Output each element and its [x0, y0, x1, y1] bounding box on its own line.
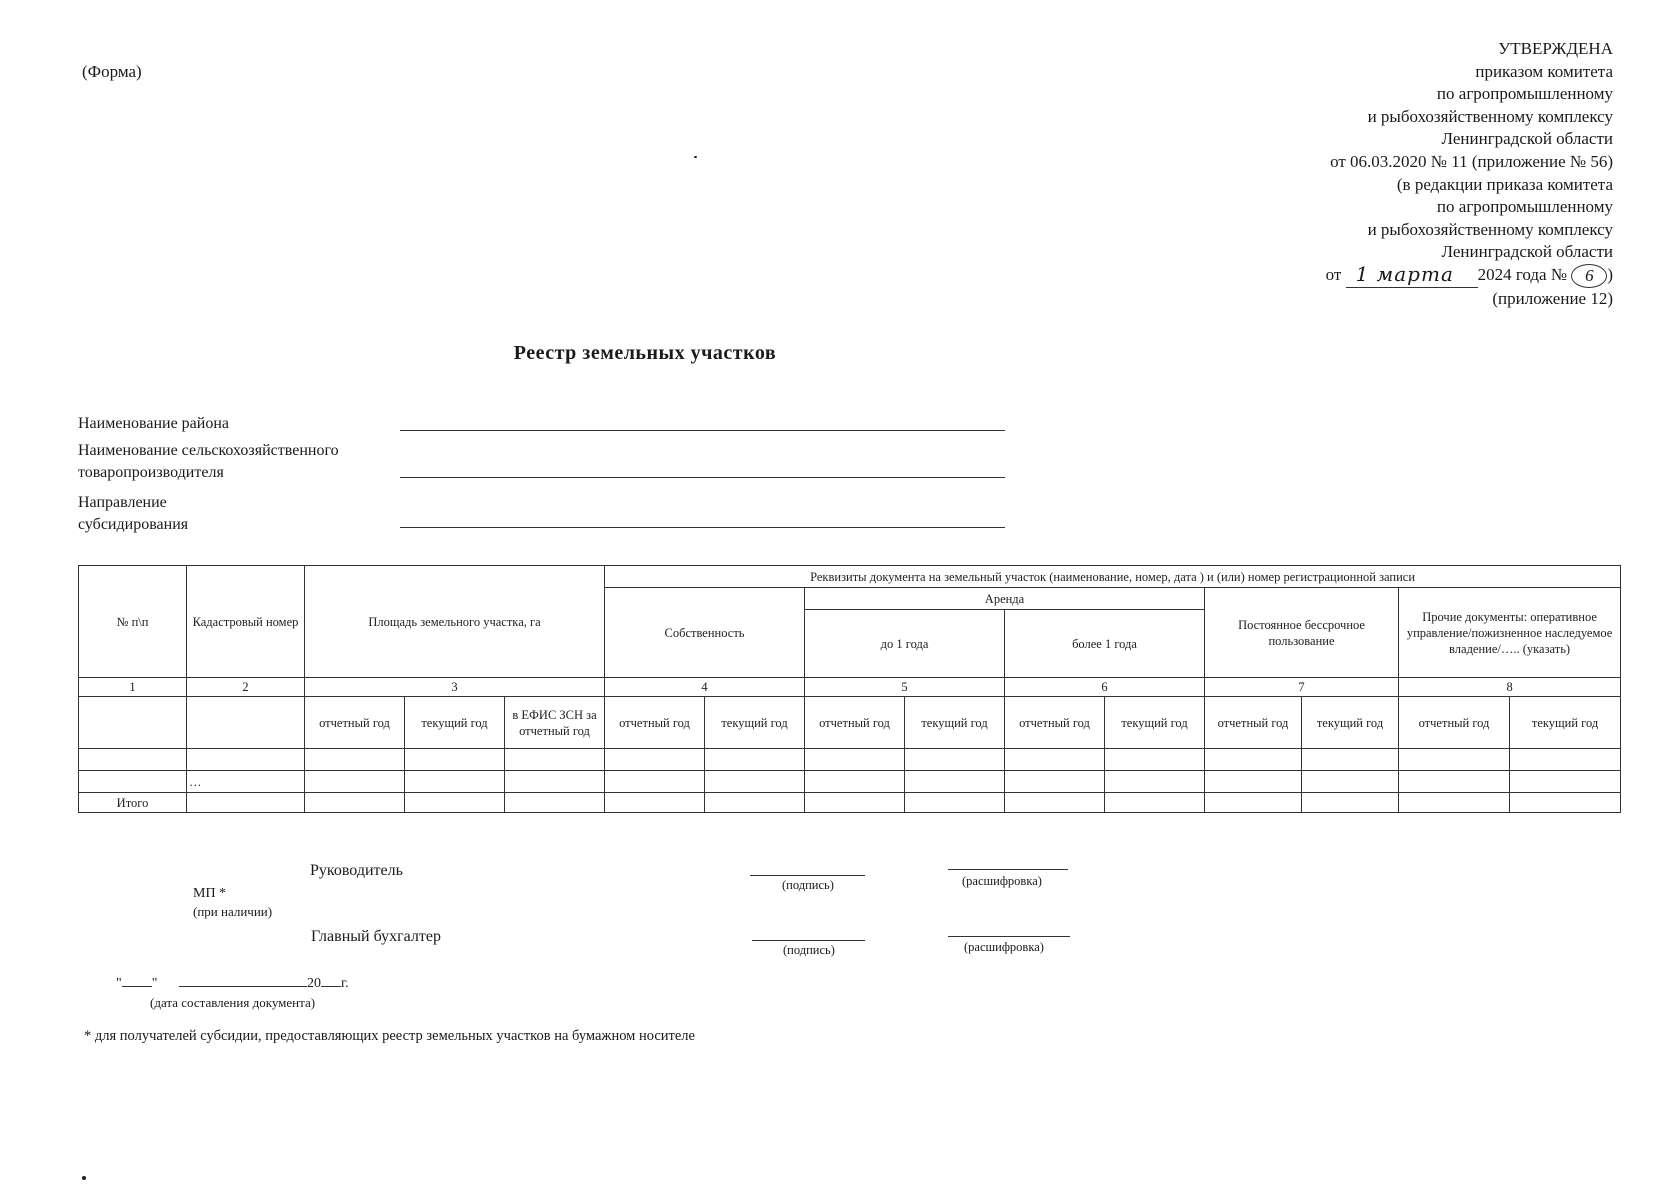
approval-date-line: от 1 марта 2024 года № 6 )	[1325, 262, 1613, 287]
table-cell[interactable]	[1105, 771, 1205, 793]
date-caption: (дата составления документа)	[150, 995, 316, 1010]
table-cell[interactable]	[1302, 793, 1399, 813]
table-cell[interactable]	[1510, 793, 1621, 813]
scan-dot	[694, 156, 697, 158]
table-cell[interactable]	[1399, 771, 1510, 793]
date-day-field[interactable]	[122, 986, 152, 987]
table-cell[interactable]	[1005, 771, 1105, 793]
table-cell[interactable]	[1399, 749, 1510, 771]
table-cell[interactable]	[79, 749, 187, 771]
total-row	[79, 793, 1621, 813]
table-cell[interactable]	[405, 793, 505, 813]
table-cell[interactable]	[1302, 771, 1399, 793]
col-number-4: 4	[605, 678, 805, 697]
table-cell	[79, 697, 187, 749]
table-cell[interactable]	[1510, 771, 1621, 793]
date-prefix: от	[1325, 264, 1342, 284]
table-cell[interactable]	[805, 749, 905, 771]
table-cell[interactable]	[905, 749, 1005, 771]
table-cell[interactable]	[187, 793, 305, 813]
table-cell[interactable]	[1302, 749, 1399, 771]
table-cell[interactable]	[805, 771, 905, 793]
land-registry-table	[78, 565, 1621, 813]
table-cell[interactable]	[1205, 771, 1302, 793]
header-cadastral: Кадастровый номер	[187, 566, 305, 678]
table-cell[interactable]	[505, 749, 605, 771]
table-cell[interactable]	[1205, 749, 1302, 771]
table-cell[interactable]	[705, 749, 805, 771]
scan-dot	[82, 1176, 86, 1180]
date-month-field[interactable]	[179, 986, 307, 987]
table-cell[interactable]	[1399, 793, 1510, 813]
table-cell[interactable]	[1105, 749, 1205, 771]
table-cell[interactable]	[305, 771, 405, 793]
sub-perpetual-reported: отчетный год	[1205, 697, 1302, 749]
head-signature-caption: (подпись)	[782, 878, 834, 892]
table-row	[79, 771, 1621, 793]
col-number-1: 1	[79, 678, 187, 697]
approval-line: по агропромышленному	[1436, 84, 1613, 104]
table-cell[interactable]	[705, 793, 805, 813]
stamp-note: (при наличии)	[193, 904, 273, 919]
accountant-signature-line[interactable]	[752, 939, 865, 941]
header-requisites: Реквизиты документа на земельный участок (наименование, номер, дата ) и (или) номер регистрационной записи	[605, 566, 1621, 588]
table-cell[interactable]	[605, 793, 705, 813]
date-year-prefix: 20	[306, 976, 321, 991]
field-subsidy-line[interactable]	[400, 526, 1005, 528]
table-cell[interactable]	[405, 749, 505, 771]
footnote: * для получателей субсидии, предоставляющих реестр земельных участков на бумажном носителе	[84, 1028, 695, 1044]
sub-ownership-reported: отчетный год	[605, 697, 705, 749]
form-label: (Форма)	[82, 62, 142, 81]
accountant-decode-line[interactable]	[948, 935, 1070, 937]
header-ownership: Собственность	[605, 588, 805, 678]
sub-lease-long-reported: отчетный год	[1005, 697, 1105, 749]
sub-area-efis: в ЕФИС ЗСН за отчетный год	[505, 697, 605, 749]
table-cell[interactable]	[305, 749, 405, 771]
approval-line: (в редакции приказа комитета	[1396, 174, 1613, 194]
header-number: № п\п	[79, 566, 187, 678]
approval-line: от 06.03.2020 № 11 (приложение № 56)	[1330, 151, 1613, 171]
approval-stamp	[1093, 38, 1613, 311]
col-number-5: 5	[805, 678, 1005, 697]
col-number-8: 8	[1399, 678, 1621, 697]
appendix-label: (приложение 12)	[1492, 289, 1613, 309]
approval-line: Ленинградской области	[1441, 129, 1613, 149]
date-block: " " 20 г.	[116, 976, 349, 991]
date-year-field[interactable]	[321, 986, 341, 987]
header-lease-short: до 1 года	[805, 610, 1005, 678]
header-lease-long: более 1 года	[1005, 610, 1205, 678]
header-other-documents: Прочие документы: оперативное управление/пожизненное наследуемое владение/….. (указать)	[1399, 588, 1621, 678]
table-cell[interactable]	[187, 749, 305, 771]
col-number-2: 2	[187, 678, 305, 697]
approval-line: приказом комитета	[1475, 61, 1613, 81]
document-title: Реестр земельных участков	[513, 342, 777, 364]
sub-lease-short-current: текущий год	[905, 697, 1005, 749]
table-cell[interactable]	[505, 771, 605, 793]
handwritten-number: 6	[1571, 264, 1607, 288]
accountant-label: Главный бухгалтер	[311, 928, 441, 945]
header-lease: Аренда	[805, 588, 1205, 610]
table-cell[interactable]	[905, 771, 1005, 793]
approval-line: Ленинградской области	[1441, 242, 1613, 262]
table-cell[interactable]	[1105, 793, 1205, 813]
table-cell[interactable]	[305, 793, 405, 813]
table-cell[interactable]	[705, 771, 805, 793]
table-cell[interactable]	[1510, 749, 1621, 771]
sub-area-reported: отчетный год	[305, 697, 405, 749]
sub-lease-long-current: текущий год	[1105, 697, 1205, 749]
handwritten-date-field	[1346, 262, 1478, 288]
head-signature-line[interactable]	[750, 874, 865, 876]
approval-line: по агропромышленному	[1436, 197, 1613, 217]
table-cell	[187, 697, 305, 749]
table-cell[interactable]	[79, 771, 187, 793]
col-number-6: 6	[1005, 678, 1205, 697]
sub-other-reported: отчетный год	[1399, 697, 1510, 749]
accountant-decode-caption: (расшифровка)	[964, 940, 1044, 954]
stamp-label: МП *	[193, 886, 227, 901]
total-label: Итого	[79, 793, 187, 813]
approval-line: УТВЕРЖДЕНА	[1498, 39, 1613, 58]
sub-area-current: текущий год	[405, 697, 505, 749]
table-cell[interactable]	[405, 771, 505, 793]
head-label: Руководитель	[310, 862, 403, 879]
field-producer-label: Наименование сельскохозяйственного товаропроизводителя	[78, 442, 339, 481]
col-number-7: 7	[1205, 678, 1399, 697]
field-district-label: Наименование района	[78, 415, 230, 432]
table-cell[interactable]	[805, 793, 905, 813]
date-suffix: 2024 года №	[1477, 264, 1568, 284]
sub-lease-short-reported: отчетный год	[805, 697, 905, 749]
sub-other-current: текущий год	[1510, 697, 1621, 749]
approval-line: и рыбохозяйственному комплексу	[1367, 219, 1613, 239]
table-cell[interactable]	[505, 793, 605, 813]
sub-ownership-current: текущий год	[705, 697, 805, 749]
accountant-signature-caption: (подпись)	[783, 943, 835, 957]
header-area: Площадь земельного участка, га	[305, 566, 605, 678]
table-row	[79, 749, 1621, 771]
head-decode-caption: (расшифровка)	[962, 874, 1042, 888]
table-cell[interactable]	[1005, 793, 1105, 813]
table-cell[interactable]	[905, 793, 1005, 813]
field-district-line[interactable]	[400, 429, 1005, 431]
date-year-suffix: г.	[340, 976, 349, 991]
handwritten-date: 1 марта	[1355, 262, 1454, 287]
head-decode-line[interactable]	[948, 868, 1068, 870]
field-subsidy-label: Направление субсидирования	[78, 494, 189, 533]
table-cell[interactable]	[1005, 749, 1105, 771]
field-producer-line[interactable]	[400, 476, 1005, 478]
col-number-3: 3	[305, 678, 605, 697]
table-cell[interactable]	[605, 749, 705, 771]
sub-perpetual-current: текущий год	[1302, 697, 1399, 749]
approval-line: и рыбохозяйственному комплексу	[1367, 106, 1613, 126]
header-perpetual-use: Постоянное бессрочное пользование	[1205, 588, 1399, 678]
table-cell-ellipsis[interactable]: …	[187, 771, 305, 793]
table-cell[interactable]	[605, 771, 705, 793]
table-cell[interactable]	[1205, 793, 1302, 813]
